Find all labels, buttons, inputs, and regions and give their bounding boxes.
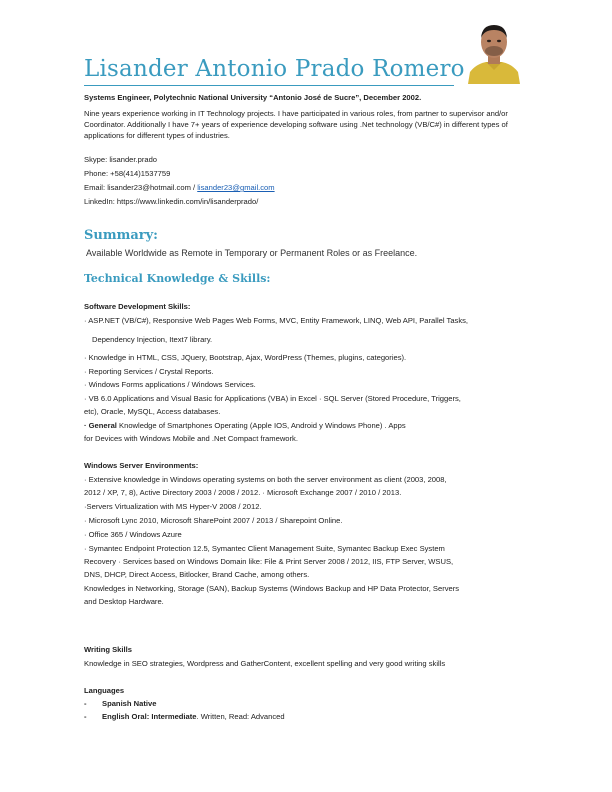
windows-line: · Office 365 / Windows Azure: [84, 530, 182, 539]
windows-line: 2012 / XP, 7, 8), Active Directory 2003 / 2008 / 2012. · Microsoft Exchange 2007 / 2010 / 2013.: [84, 488, 402, 497]
windows-line: · Symantec Endpoint Protection 12.5, Symantec Client Management Suite, Symantec Backup Exec System: [84, 544, 445, 553]
windows-line: Knowledges in Networking, Storage (SAN), Backup Systems (Windows Backup and HP Data Protector, Servers: [84, 584, 460, 593]
windows-heading: Windows Server Environments:: [84, 461, 199, 470]
windows-line: and Desktop Hardware.: [84, 597, 164, 606]
skype-contact: Skype: lisander.prado: [84, 155, 158, 164]
software-skill-line: · ASP.NET (VB/C#), Responsive Web Pages Web Forms, MVC, Entity Framework, LINQ, Web API, Parallel Tasks,: [84, 316, 469, 325]
software-skill-line: Dependency Injection, Itext7 library.: [92, 335, 213, 344]
general-text: Knowledge of Smartphones Operating (Apple IOS, Android y Windows Phone) . Apps: [116, 421, 406, 430]
email-prefix: Email: lisander23@hotmail.com /: [84, 183, 198, 192]
software-skill-item: · Knowledge in HTML, CSS, JQuery, Bootstrap, Ajax, WordPress (Themes, plugins, categories).: [84, 353, 407, 362]
summary-text: Available Worldwide as Remote in Temporary or Permanent Roles or as Freelance.: [86, 248, 418, 258]
general-label: · General: [84, 421, 117, 430]
windows-line: ·Servers Virtualization with MS Hyper-V 2008 / 2012.: [84, 502, 262, 511]
degree-line: Systems Engineer, Polytechnic National University “Antonio José de Sucre”, December 2002.: [84, 93, 422, 102]
language-bullet: -: [84, 699, 87, 708]
email-contact: [84, 182, 275, 193]
language-bullet: -: [84, 712, 87, 721]
linkedin-contact: LinkedIn: https://www.linkedin.com/in/lisanderprado/: [84, 197, 259, 206]
applicant-name: Lisander Antonio Prado Romero: [84, 56, 465, 82]
language-spanish: Spanish Native: [102, 699, 157, 708]
windows-line: Recovery · Services based on Windows Domain like: File & Print Server 2008 / 2012, IIS, FTP Server, WSUS,: [84, 557, 454, 566]
languages-heading: Languages: [84, 686, 125, 695]
phone-contact: Phone: +58(414)1537759: [84, 169, 171, 178]
language-english: [102, 711, 285, 722]
intro-paragraph: Nine years experience working in IT Technology projects. I have participated in various roles, from partner to supervisor and/or Coordinator. Additionally I have 7+ years of experience developing software using .Net technology (VB/C#) in different types of applications for different types of industries.: [84, 109, 508, 140]
name-underline: [84, 85, 454, 86]
software-skill-item: · Windows Forms applications / Windows Services.: [84, 380, 256, 389]
software-skill-item: · Reporting Services / Crystal Reports.: [84, 367, 214, 376]
windows-line: DNS, DHCP, Direct Access, Bitlocker, Brand Cache, among others.: [84, 570, 310, 579]
general-knowledge-line: [84, 420, 406, 431]
profile-photo-icon: [466, 20, 522, 84]
windows-line: · Extensive knowledge in Windows operating systems on both the server environment as client (2003, 2008,: [84, 475, 447, 484]
profile-photo: [466, 20, 522, 84]
software-skill-item: etc), Oracle, MySQL, Access databases.: [84, 407, 221, 416]
writing-heading: Writing Skills: [84, 645, 132, 654]
summary-heading: Summary:: [84, 228, 158, 243]
english-oral-label: English Oral: Intermediate: [102, 712, 197, 721]
english-rest: . Written, Read: Advanced: [196, 712, 285, 721]
software-skill-item: · VB 6.0 Applications and Visual Basic for Applications (VBA) in Excel · SQL Server (Stored Procedure, Triggers,: [84, 394, 461, 403]
general-knowledge-line-2: for Devices with Windows Mobile and .Net Compact framework.: [84, 434, 298, 443]
software-skills-heading: Software Development Skills:: [84, 302, 191, 311]
email-link[interactable]: lisander23@gmail.com: [197, 183, 275, 192]
writing-text: Knowledge in SEO strategies, Wordpress and GatherContent, excellent spelling and very good writing skills: [84, 659, 446, 668]
tech-skills-heading: Technical Knowledge & Skills:: [84, 272, 271, 285]
windows-line: · Microsoft Lync 2010, Microsoft SharePoint 2007 / 2013 / Sharepoint Online.: [84, 516, 343, 525]
